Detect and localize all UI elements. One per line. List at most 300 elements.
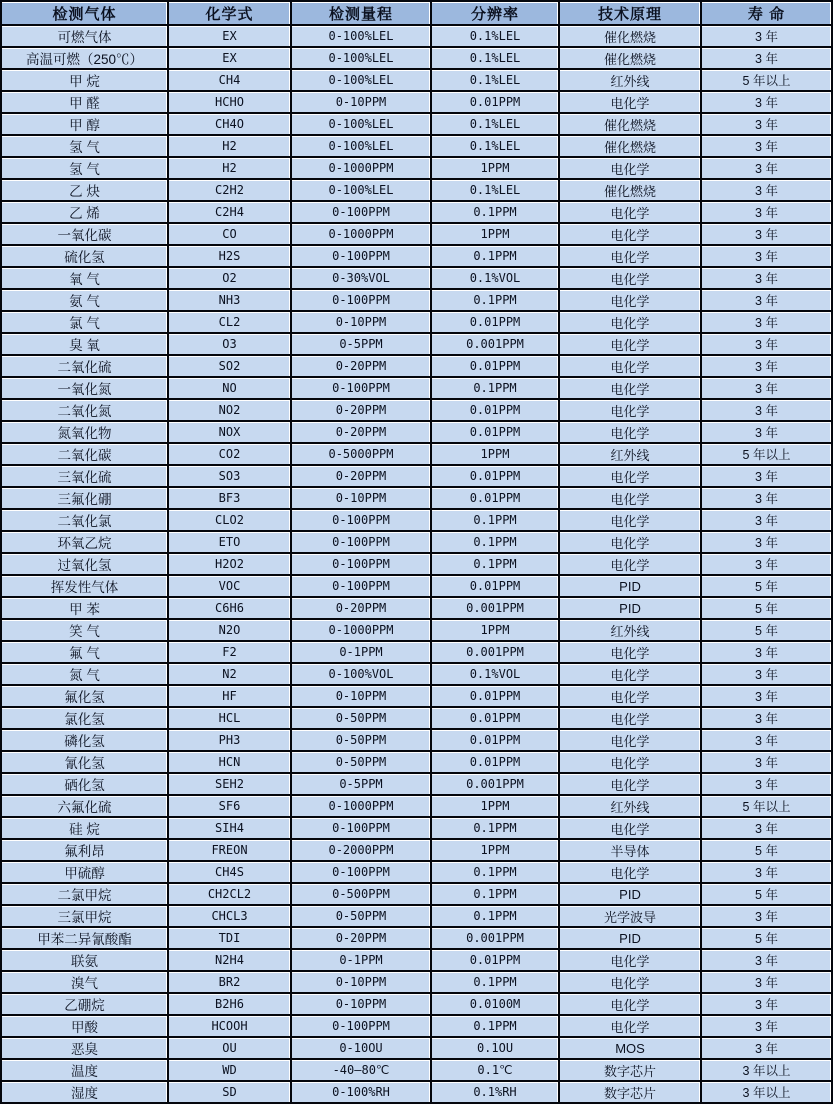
table-row [1,927,832,949]
range-cell: 0-10PPM [291,311,431,333]
table-row [1,399,832,421]
lifespan-cell: 3 年 [701,949,832,971]
range-cell: 0-100%LEL [291,113,431,135]
table-row [1,1081,832,1103]
table-row [1,1015,832,1037]
table-row [1,751,832,773]
range-cell: 0-20PPM [291,355,431,377]
formula-cell: HCN [168,751,291,773]
lifespan-cell: 3 年 [701,707,832,729]
range-cell: 0-50PPM [291,729,431,751]
col-header-range: 检测量程 [291,1,431,25]
resolution-cell: 0.1PPM [431,245,559,267]
range-cell: 0-20PPM [291,399,431,421]
gas-name-cell: 氟 气 [1,641,168,663]
range-cell: -40—80℃ [291,1059,431,1081]
principle-cell: 电化学 [559,509,701,531]
lifespan-cell: 3 年 [701,641,832,663]
gas-name-cell: 三氯甲烷 [1,905,168,927]
table-row [1,1059,832,1081]
lifespan-cell: 3 年 [701,157,832,179]
lifespan-cell: 3 年 [701,993,832,1015]
table-row [1,1037,832,1059]
gas-name-cell: 乙硼烷 [1,993,168,1015]
resolution-cell: 0.01PPM [431,399,559,421]
resolution-cell: 0.1%LEL [431,25,559,47]
range-cell: 0-50PPM [291,707,431,729]
gas-name-cell: 甲 醛 [1,91,168,113]
resolution-cell: 0.01PPM [431,685,559,707]
formula-cell: SIH4 [168,817,291,839]
range-cell: 0-100%LEL [291,179,431,201]
lifespan-cell: 3 年 [701,399,832,421]
principle-cell: 电化学 [559,531,701,553]
principle-cell: 催化燃烧 [559,25,701,47]
gas-name-cell: 甲苯二异氰酸酯 [1,927,168,949]
formula-cell: SF6 [168,795,291,817]
lifespan-cell: 5 年以上 [701,69,832,91]
formula-cell: HCL [168,707,291,729]
lifespan-cell: 3 年 [701,113,832,135]
table-row [1,971,832,993]
resolution-cell: 0.0100M [431,993,559,1015]
range-cell: 0-500PPM [291,883,431,905]
lifespan-cell: 3 年 [701,773,832,795]
range-cell: 0-100%LEL [291,25,431,47]
formula-cell: SEH2 [168,773,291,795]
gas-name-cell: 硅 烷 [1,817,168,839]
resolution-cell: 0.001PPM [431,597,559,619]
formula-cell: NOX [168,421,291,443]
lifespan-cell: 3 年 [701,135,832,157]
range-cell: 0-50PPM [291,751,431,773]
resolution-cell: 0.01PPM [431,707,559,729]
table-row [1,729,832,751]
range-cell: 0-10PPM [291,971,431,993]
formula-cell: FREON [168,839,291,861]
gas-name-cell: 环氧乙烷 [1,531,168,553]
principle-cell: 红外线 [559,443,701,465]
resolution-cell: 1PPM [431,443,559,465]
col-header-gas: 检测气体 [1,1,168,25]
gas-name-cell: 氟化氢 [1,685,168,707]
principle-cell: PID [559,883,701,905]
resolution-cell: 0.1PPM [431,289,559,311]
gas-name-cell: 笑 气 [1,619,168,641]
table-row [1,135,832,157]
resolution-cell: 0.1%RH [431,1081,559,1103]
principle-cell: 电化学 [559,157,701,179]
resolution-cell: 0.1℃ [431,1059,559,1081]
principle-cell: 电化学 [559,421,701,443]
gas-name-cell: 硒化氢 [1,773,168,795]
principle-cell: 电化学 [559,201,701,223]
principle-cell: 催化燃烧 [559,113,701,135]
resolution-cell: 0.1%LEL [431,47,559,69]
range-cell: 0-100%LEL [291,47,431,69]
resolution-cell: 0.1PPM [431,817,559,839]
resolution-cell: 0.1PPM [431,377,559,399]
formula-cell: EX [168,25,291,47]
lifespan-cell: 3 年 [701,91,832,113]
range-cell: 0-100PPM [291,817,431,839]
table-row [1,817,832,839]
resolution-cell: 0.1PPM [431,905,559,927]
gas-name-cell: 氢 气 [1,135,168,157]
resolution-cell: 0.1PPM [431,553,559,575]
gas-name-cell: 磷化氢 [1,729,168,751]
formula-cell: VOC [168,575,291,597]
lifespan-cell: 3 年 [701,531,832,553]
range-cell: 0-10PPM [291,993,431,1015]
formula-cell: C6H6 [168,597,291,619]
formula-cell: PH3 [168,729,291,751]
lifespan-cell: 3 年 [701,817,832,839]
formula-cell: HF [168,685,291,707]
gas-name-cell: 氯化氢 [1,707,168,729]
table-row [1,861,832,883]
principle-cell: 电化学 [559,1015,701,1037]
gas-name-cell: 二氯甲烷 [1,883,168,905]
range-cell: 0-1000PPM [291,157,431,179]
principle-cell: 电化学 [559,553,701,575]
resolution-cell: 0.01PPM [431,949,559,971]
table-row [1,707,832,729]
resolution-cell: 1PPM [431,619,559,641]
resolution-cell: 0.1PPM [431,971,559,993]
resolution-cell: 0.1PPM [431,1015,559,1037]
table-row [1,795,832,817]
table-row [1,289,832,311]
principle-cell: 电化学 [559,333,701,355]
principle-cell: 催化燃烧 [559,135,701,157]
gas-name-cell: 甲 烷 [1,69,168,91]
table-row [1,113,832,135]
table-row [1,773,832,795]
gas-name-cell: 三氧化硫 [1,465,168,487]
resolution-cell: 0.01PPM [431,487,559,509]
lifespan-cell: 3 年 [701,971,832,993]
principle-cell: 电化学 [559,949,701,971]
resolution-cell: 0.1%LEL [431,69,559,91]
lifespan-cell: 3 年 [701,487,832,509]
formula-cell: WD [168,1059,291,1081]
table-row [1,421,832,443]
principle-cell: 电化学 [559,399,701,421]
range-cell: 0-20PPM [291,927,431,949]
lifespan-cell: 3 年 [701,861,832,883]
gas-name-cell: 二氧化氮 [1,399,168,421]
lifespan-cell: 3 年 [701,377,832,399]
formula-cell: BR2 [168,971,291,993]
principle-cell: 光学波导 [559,905,701,927]
principle-cell: 电化学 [559,729,701,751]
resolution-cell: 0.1PPM [431,201,559,223]
header-row [1,1,832,25]
principle-cell: PID [559,927,701,949]
resolution-cell: 0.1OU [431,1037,559,1059]
gas-name-cell: 臭 氧 [1,333,168,355]
table-row [1,443,832,465]
principle-cell: 电化学 [559,751,701,773]
formula-cell: HCHO [168,91,291,113]
range-cell: 0-20PPM [291,421,431,443]
lifespan-cell: 5 年 [701,597,832,619]
principle-cell: 电化学 [559,641,701,663]
lifespan-cell: 3 年 [701,245,832,267]
resolution-cell: 1PPM [431,839,559,861]
range-cell: 0-100PPM [291,553,431,575]
resolution-cell: 0.01PPM [431,751,559,773]
range-cell: 0-5PPM [291,773,431,795]
principle-cell: 数字芯片 [559,1081,701,1103]
table-row [1,267,832,289]
table-row [1,663,832,685]
principle-cell: 电化学 [559,377,701,399]
gas-name-cell: 一氧化碳 [1,223,168,245]
lifespan-cell: 5 年以上 [701,443,832,465]
formula-cell: CH4S [168,861,291,883]
table-row [1,377,832,399]
principle-cell: 电化学 [559,267,701,289]
lifespan-cell: 5 年 [701,575,832,597]
range-cell: 0-100PPM [291,377,431,399]
principle-cell: 电化学 [559,993,701,1015]
table-row [1,597,832,619]
principle-cell: 电化学 [559,465,701,487]
resolution-cell: 0.1PPM [431,861,559,883]
table-row [1,245,832,267]
lifespan-cell: 5 年以上 [701,795,832,817]
gas-name-cell: 挥发性气体 [1,575,168,597]
lifespan-cell: 3 年 [701,289,832,311]
formula-cell: SO3 [168,465,291,487]
table-row [1,91,832,113]
lifespan-cell: 3 年 [701,355,832,377]
principle-cell: 数字芯片 [559,1059,701,1081]
principle-cell: 催化燃烧 [559,179,701,201]
lifespan-cell: 3 年 [701,201,832,223]
table-row [1,949,832,971]
formula-cell: TDI [168,927,291,949]
formula-cell: O3 [168,333,291,355]
principle-cell: 电化学 [559,311,701,333]
range-cell: 0-100%LEL [291,69,431,91]
col-header-principle: 技术原理 [559,1,701,25]
range-cell: 0-100%VOL [291,663,431,685]
lifespan-cell: 3 年 [701,333,832,355]
range-cell: 0-100PPM [291,509,431,531]
table-row [1,641,832,663]
table-row [1,883,832,905]
range-cell: 0-20PPM [291,597,431,619]
principle-cell: 电化学 [559,245,701,267]
formula-cell: SD [168,1081,291,1103]
gas-name-cell: 甲 醇 [1,113,168,135]
formula-cell: H2O2 [168,553,291,575]
gas-name-cell: 联氨 [1,949,168,971]
table-row [1,157,832,179]
formula-cell: H2S [168,245,291,267]
range-cell: 0-50PPM [291,905,431,927]
resolution-cell: 1PPM [431,795,559,817]
formula-cell: CH2CL2 [168,883,291,905]
principle-cell: 红外线 [559,619,701,641]
formula-cell: N2O [168,619,291,641]
formula-cell: OU [168,1037,291,1059]
table-row [1,685,832,707]
resolution-cell: 0.1%VOL [431,663,559,685]
principle-cell: 电化学 [559,91,701,113]
gas-name-cell: 氮 气 [1,663,168,685]
formula-cell: B2H6 [168,993,291,1015]
lifespan-cell: 5 年 [701,927,832,949]
range-cell: 0-1000PPM [291,619,431,641]
principle-cell: 催化燃烧 [559,47,701,69]
gas-name-cell: 溴气 [1,971,168,993]
gas-name-cell: 氰化氢 [1,751,168,773]
table-row [1,25,832,47]
gas-name-cell: 硫化氢 [1,245,168,267]
lifespan-cell: 3 年 [701,311,832,333]
gas-name-cell: 乙 烯 [1,201,168,223]
formula-cell: SO2 [168,355,291,377]
principle-cell: PID [559,597,701,619]
gas-name-cell: 甲硫醇 [1,861,168,883]
principle-cell: 电化学 [559,971,701,993]
range-cell: 0-1000PPM [291,795,431,817]
col-header-lifespan: 寿 命 [701,1,832,25]
range-cell: 0-100%LEL [291,135,431,157]
range-cell: 0-100PPM [291,201,431,223]
range-cell: 0-10PPM [291,91,431,113]
range-cell: 0-10OU [291,1037,431,1059]
lifespan-cell: 3 年 [701,729,832,751]
range-cell: 0-1PPM [291,949,431,971]
gas-name-cell: 二氧化硫 [1,355,168,377]
formula-cell: CLO2 [168,509,291,531]
lifespan-cell: 5 年 [701,839,832,861]
lifespan-cell: 3 年 [701,553,832,575]
principle-cell: PID [559,575,701,597]
resolution-cell: 0.1%LEL [431,135,559,157]
gas-name-cell: 恶臭 [1,1037,168,1059]
table-row [1,201,832,223]
gas-name-cell: 氢 气 [1,157,168,179]
formula-cell: NO [168,377,291,399]
formula-cell: NO2 [168,399,291,421]
range-cell: 0-10PPM [291,487,431,509]
principle-cell: 电化学 [559,861,701,883]
lifespan-cell: 3 年 [701,179,832,201]
table-row [1,619,832,641]
lifespan-cell: 3 年 [701,47,832,69]
lifespan-cell: 3 年 [701,267,832,289]
col-header-formula: 化学式 [168,1,291,25]
range-cell: 0-100PPM [291,289,431,311]
lifespan-cell: 3 年 [701,663,832,685]
gas-name-cell: 高温可燃（250℃） [1,47,168,69]
principle-cell: 电化学 [559,289,701,311]
principle-cell: 电化学 [559,663,701,685]
resolution-cell: 1PPM [431,223,559,245]
principle-cell: 红外线 [559,795,701,817]
table-row [1,69,832,91]
lifespan-cell: 3 年 [701,1015,832,1037]
principle-cell: 电化学 [559,685,701,707]
formula-cell: H2 [168,135,291,157]
table-row [1,47,832,69]
table-row [1,465,832,487]
principle-cell: 半导体 [559,839,701,861]
col-header-resolution: 分辨率 [431,1,559,25]
table-row [1,509,832,531]
formula-cell: H2 [168,157,291,179]
lifespan-cell: 5 年 [701,619,832,641]
principle-cell: 电化学 [559,487,701,509]
formula-cell: CL2 [168,311,291,333]
table-row [1,333,832,355]
range-cell: 0-20PPM [291,465,431,487]
range-cell: 0-5000PPM [291,443,431,465]
formula-cell: NH3 [168,289,291,311]
resolution-cell: 0.001PPM [431,773,559,795]
principle-cell: 电化学 [559,223,701,245]
lifespan-cell: 3 年 [701,465,832,487]
range-cell: 0-100PPM [291,531,431,553]
table-row [1,575,832,597]
table-row [1,311,832,333]
formula-cell: N2 [168,663,291,685]
lifespan-cell: 5 年 [701,883,832,905]
resolution-cell: 0.01PPM [431,465,559,487]
resolution-cell: 0.1PPM [431,883,559,905]
range-cell: 0-100PPM [291,861,431,883]
gas-name-cell: 二氧化碳 [1,443,168,465]
principle-cell: 电化学 [559,355,701,377]
lifespan-cell: 3 年以上 [701,1081,832,1103]
gas-name-cell: 氧 气 [1,267,168,289]
principle-cell: 电化学 [559,817,701,839]
resolution-cell: 0.001PPM [431,927,559,949]
resolution-cell: 0.001PPM [431,333,559,355]
resolution-cell: 0.1PPM [431,531,559,553]
table-row [1,531,832,553]
lifespan-cell: 3 年 [701,685,832,707]
gas-name-cell: 二氧化氯 [1,509,168,531]
table-row [1,839,832,861]
range-cell: 0-100%RH [291,1081,431,1103]
range-cell: 0-1PPM [291,641,431,663]
lifespan-cell: 3 年 [701,905,832,927]
gas-name-cell: 三氟化硼 [1,487,168,509]
gas-name-cell: 六氟化硫 [1,795,168,817]
gas-name-cell: 甲酸 [1,1015,168,1037]
table-row [1,905,832,927]
formula-cell: HCOOH [168,1015,291,1037]
resolution-cell: 0.01PPM [431,421,559,443]
lifespan-cell: 3 年 [701,223,832,245]
resolution-cell: 0.01PPM [431,729,559,751]
gas-name-cell: 温度 [1,1059,168,1081]
gas-name-cell: 乙 炔 [1,179,168,201]
lifespan-cell: 3 年以上 [701,1059,832,1081]
gas-name-cell: 甲 苯 [1,597,168,619]
resolution-cell: 0.01PPM [431,575,559,597]
principle-cell: 电化学 [559,707,701,729]
lifespan-cell: 3 年 [701,25,832,47]
formula-cell: CH4 [168,69,291,91]
